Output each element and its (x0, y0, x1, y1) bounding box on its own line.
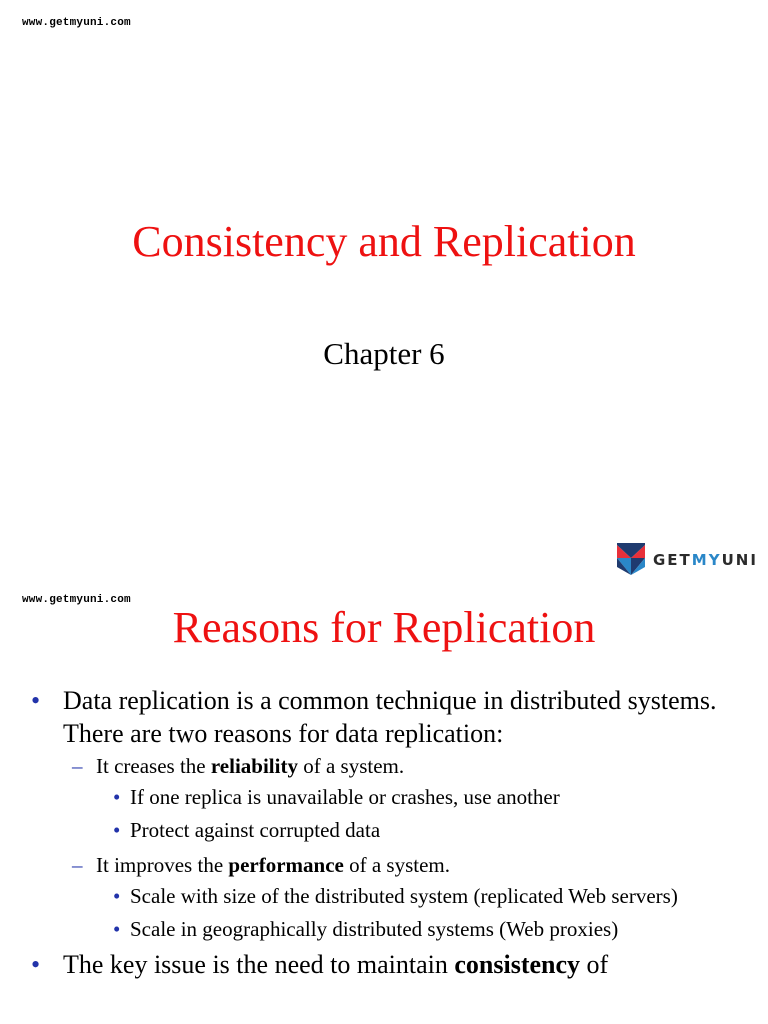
bullet-dot-icon: • (113, 884, 121, 908)
bullet-text: Data replication is a common technique in distributed systems. There are two reasons for data replication: (63, 686, 717, 748)
slide-title: Reasons for Replication (172, 603, 596, 652)
sub-bullet-item: – It creases the reliability of a system. (0, 750, 768, 783)
bullet-dot-icon: • (113, 917, 121, 941)
bold-term: performance (228, 853, 344, 877)
content-slide (0, 588, 768, 1024)
dash-icon: – (72, 853, 83, 877)
dash-icon: – (72, 754, 83, 778)
bullet-dot-icon: • (31, 686, 41, 715)
bullet-item (0, 684, 768, 750)
bullet-list (0, 684, 768, 981)
bullet-dot-icon: • (31, 950, 41, 979)
slide-title: Consistency and Replication (132, 217, 636, 266)
bullet-item: • The key issue is the need to maintain consistency of (31, 950, 609, 979)
slide-subtitle: Chapter 6 (323, 336, 445, 371)
sub-sub-bullet-item: • Protect against corrupted data (0, 816, 768, 845)
sub-sub-bullet-item: • Scale with size of the distributed system (replicated Web servers) (0, 882, 768, 911)
sub-sub-bullet-item: • Scale in geographically distributed systems (Web proxies) (0, 915, 768, 944)
site-url: www.getmyuni.com (22, 594, 131, 606)
bullet-dot-icon: • (113, 818, 121, 842)
site-url: www.getmyuni.com (22, 17, 131, 29)
bold-term: reliability (210, 754, 298, 778)
logo-text: GETMYUNI (653, 551, 758, 569)
sub-bullet-item: – It improves the performance of a system. (0, 849, 768, 882)
bold-term: consistency (454, 950, 581, 979)
getmyuni-logo (617, 543, 758, 577)
bullet-dot-icon: • (113, 785, 121, 809)
sub-sub-bullet-item: • If one replica is unavailable or crashes, use another (0, 783, 768, 812)
logo-mark-icon (617, 543, 645, 577)
